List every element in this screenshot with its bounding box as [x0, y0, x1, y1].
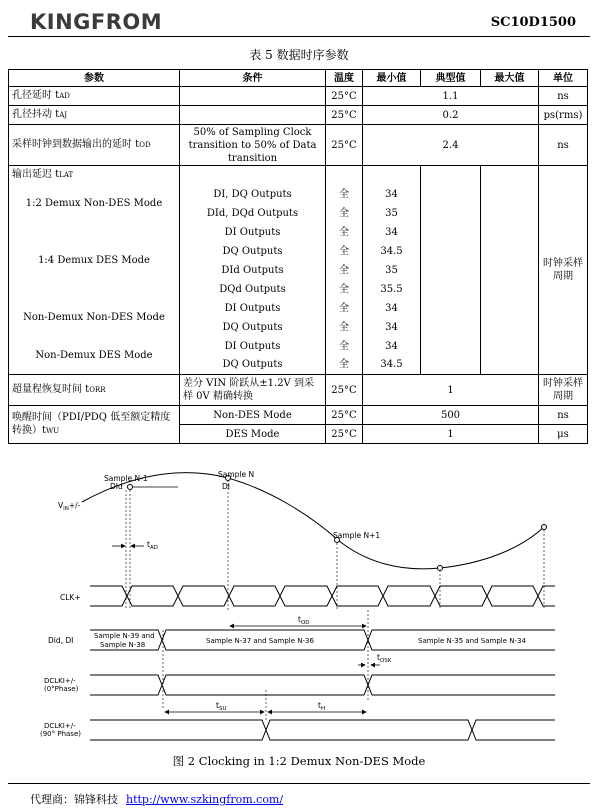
max-cell	[481, 356, 539, 375]
max-cell	[481, 185, 539, 204]
min-cell: 1.1	[363, 87, 539, 106]
typ-cell	[421, 204, 481, 223]
tsu-label: $t_{SU}$	[216, 701, 227, 712]
param-cell: 孔径延时 tAD	[9, 87, 180, 106]
condition-cell	[180, 87, 326, 106]
sample-point	[542, 525, 547, 530]
header-rule	[8, 36, 590, 37]
condition-cell: DId, DQd Outputs	[180, 204, 326, 223]
typ-cell	[421, 318, 481, 337]
condition-cell: DQ Outputs	[180, 242, 326, 261]
condition-cell: DI Outputs	[180, 299, 326, 318]
table-row	[9, 299, 588, 318]
typ-cell	[421, 261, 481, 280]
temp-cell: 25°C	[326, 106, 363, 125]
min-cell: 34	[363, 337, 421, 356]
table-header-row	[9, 70, 588, 87]
table-caption: 表 5 数据时序参数	[249, 48, 349, 62]
label-did: DId	[110, 482, 123, 491]
tod-label: $t_{OD}$	[298, 615, 310, 626]
vin-label: $V_{IN}+/-$	[58, 501, 81, 512]
unit-cell: 时钟采样周期	[539, 375, 588, 406]
temp-cell: 全	[326, 242, 363, 261]
data-signal-label: Did, DI	[48, 636, 74, 645]
unit-cell: ns	[539, 87, 588, 106]
mode-cell: Non-Demux Non-DES Mode	[9, 299, 180, 337]
page-header	[0, 0, 598, 40]
max-cell	[481, 337, 539, 356]
max-cell	[481, 223, 539, 242]
temp-cell: 全	[326, 204, 363, 223]
temp-cell: 全	[326, 318, 363, 337]
condition-cell: 差分 VIN 阶跃从±1.2V 到采样 0V 精确转换	[180, 375, 326, 406]
data-segment-label: Sample N-35 and Sample N-34	[418, 637, 526, 645]
table-row	[9, 185, 588, 204]
header-param: 参数	[9, 70, 180, 87]
max-cell	[481, 204, 539, 223]
typ-cell	[421, 299, 481, 318]
table-row	[9, 375, 588, 406]
unit-cell: ns	[539, 406, 588, 425]
param-cell: 输出延迟 tLAT	[9, 166, 180, 185]
temp-cell: 25°C	[326, 406, 363, 425]
condition-cell: DI, DQ Outputs	[180, 185, 326, 204]
temp-cell: 25°C	[326, 425, 363, 444]
condition-cell: 50% of Sampling Clock transition to 50% of Data transition	[180, 125, 326, 166]
typ-cell: 1	[363, 375, 539, 406]
table-row	[9, 106, 588, 125]
condition-cell: DId Outputs	[180, 261, 326, 280]
header-unit: 单位	[539, 70, 588, 87]
temp-cell: 全	[326, 261, 363, 280]
param-cell: 唤醒时间（PDI/PDQ 低至额定精度转换）tWU	[9, 406, 180, 444]
unit-cell: ns	[539, 125, 588, 166]
temp-cell: 全	[326, 185, 363, 204]
max-cell	[481, 299, 539, 318]
min-cell: 34	[363, 223, 421, 242]
dclk0-label: (0°Phase)	[44, 685, 79, 693]
min-cell: 34	[363, 185, 421, 204]
typ-cell	[421, 280, 481, 299]
typ-cell	[421, 185, 481, 204]
mode-cell: Non-Demux DES Mode	[9, 337, 180, 375]
table-row	[9, 166, 588, 185]
typ-cell: 500	[363, 406, 539, 425]
typ-cell: 0.2	[363, 106, 539, 125]
condition-cell: DES Mode	[180, 425, 326, 444]
min-cell: 35	[363, 261, 421, 280]
temp-cell: 全	[326, 337, 363, 356]
dclk90-label: (90° Phase)	[40, 730, 81, 738]
dclk90-label: DCLKI+/-	[44, 722, 76, 730]
max-cell	[481, 280, 539, 299]
temp-cell: 全	[326, 280, 363, 299]
dclk90-waveform	[90, 720, 555, 740]
temp-cell: 全	[326, 356, 363, 375]
temp-cell: 25°C	[326, 125, 363, 166]
agent-label: 代理商：锦锋科技	[30, 793, 118, 806]
param-cell: 孔径抖动 tAJ	[9, 106, 180, 125]
condition-cell: DI Outputs	[180, 337, 326, 356]
timing-parameter-table	[8, 69, 588, 444]
label-sample-n1: Sample N-1	[104, 474, 148, 483]
typ-cell: 1	[363, 425, 539, 444]
temp-cell: 全	[326, 299, 363, 318]
temp-cell	[326, 166, 363, 185]
clk-label: CLK+	[60, 593, 81, 602]
footer	[30, 791, 283, 807]
temp-cell: 全	[326, 223, 363, 242]
min-cell: 34	[363, 299, 421, 318]
figure-caption: 图 2 Clocking in 1:2 Demux Non-DES Mode	[172, 754, 426, 768]
typ-cell	[421, 337, 481, 356]
unit-cell: μs	[539, 425, 588, 444]
min-cell: 35.5	[363, 280, 421, 299]
unit-cell: 时钟采样周期	[539, 166, 588, 375]
temp-cell: 25°C	[326, 87, 363, 106]
unit-cell: ps(rms)	[539, 106, 588, 125]
param-cell: 超量程恢复时间 tORR	[9, 375, 180, 406]
typ-cell	[421, 166, 481, 185]
sample-point	[438, 566, 443, 571]
max-cell	[481, 261, 539, 280]
table-row	[9, 406, 588, 425]
typ-cell	[421, 223, 481, 242]
temp-cell: 25°C	[326, 375, 363, 406]
condition-cell: DQ Outputs	[180, 318, 326, 337]
mode-cell: 1:2 Demux Non-DES Mode	[9, 185, 180, 223]
mode-cell: 1:4 Demux DES Mode	[9, 223, 180, 299]
header-typ: 典型值	[421, 70, 481, 87]
dclk0-waveform	[90, 675, 555, 695]
typ-cell: 2.4	[363, 125, 539, 166]
min-cell	[363, 166, 421, 185]
header-min: 最小值	[363, 70, 421, 87]
max-cell	[481, 166, 539, 185]
condition-cell: DQ Outputs	[180, 356, 326, 375]
min-cell: 35	[363, 204, 421, 223]
table-row	[9, 337, 588, 356]
min-cell: 34.5	[363, 242, 421, 261]
footer-rule	[8, 783, 590, 784]
timing-diagram	[0, 460, 598, 750]
table-row	[9, 223, 588, 242]
max-cell	[481, 242, 539, 261]
max-cell	[481, 318, 539, 337]
company-logo: KINGFROM	[30, 10, 163, 34]
header-temp: 温度	[326, 70, 363, 87]
header-condition: 条件	[180, 70, 326, 87]
dclk0-label: DCLKI+/-	[44, 677, 76, 685]
sample-point	[128, 485, 133, 490]
header-max: 最大值	[481, 70, 539, 87]
condition-cell: DQd Outputs	[180, 280, 326, 299]
condition-cell: DI Outputs	[180, 223, 326, 242]
table-row	[9, 125, 588, 166]
condition-cell: Non-DES Mode	[180, 406, 326, 425]
table-row	[9, 87, 588, 106]
typ-cell	[421, 242, 481, 261]
label-di: DI	[222, 482, 230, 491]
tad-label: $t_{AD}$	[147, 540, 158, 551]
data-segment-label: Sample N-39 and	[94, 632, 155, 640]
data-segment-label: Sample N-38	[100, 641, 146, 649]
data-segment-label: Sample N-37 and Sample N-36	[206, 637, 314, 645]
condition-cell	[180, 166, 326, 185]
typ-cell	[421, 356, 481, 375]
label-sample-n-plus-1: Sample N+1	[333, 531, 381, 540]
label-sample-n: Sample N	[218, 470, 255, 479]
min-cell: 34.5	[363, 356, 421, 375]
clk-waveform	[90, 586, 555, 606]
website-link[interactable]: http://www.szkingfrom.com/	[126, 793, 284, 806]
min-cell: 34	[363, 318, 421, 337]
condition-cell	[180, 106, 326, 125]
tosk-label: $t_{OSK}$	[377, 653, 392, 664]
param-cell: 采样时钟到数据输出的延时 tOD	[9, 125, 180, 166]
th-label: $t_H$	[318, 701, 326, 712]
document-number: SC10D1500	[490, 15, 576, 30]
